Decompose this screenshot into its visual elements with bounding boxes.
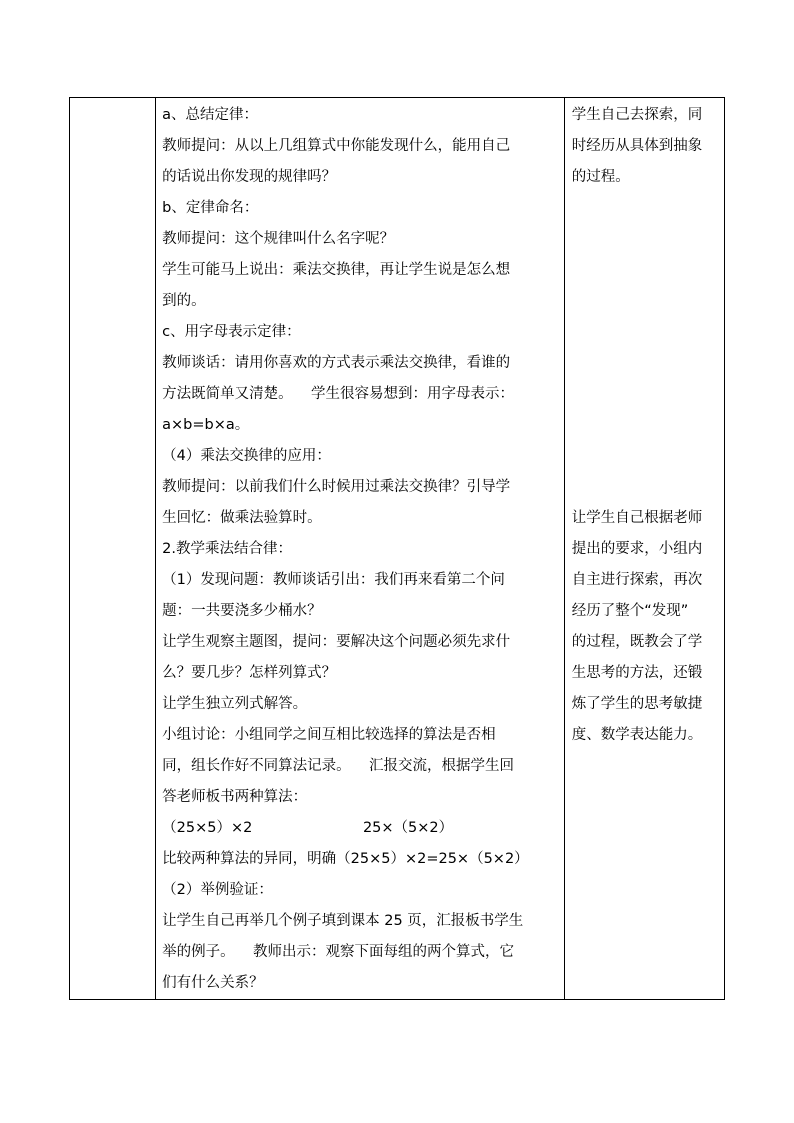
note-spacer [572, 193, 720, 503]
process-line: a×b=b×a。 [162, 417, 250, 433]
process-line: a、总结定律： [162, 107, 259, 123]
process-line: （1）发现问题：教师谈话引出：我们再来看第二个问 [162, 572, 505, 588]
process-line: 教师谈话：请用你喜欢的方式表示乘法交换律，看谁的 [162, 355, 511, 371]
process-line: 让学生自己再举几个例子填到课本 25 页，汇报板书学生 [162, 913, 524, 929]
process-line: 方法既简单又清楚。 学生很容易想到：用字母表示： [162, 386, 515, 402]
process-line: 么？要几步？怎样列算式？ [162, 665, 337, 681]
process-line: 们有什么关系？ [162, 975, 264, 991]
process-line: 答老师板书两种算法： [162, 789, 308, 805]
process-line: 让学生独立列式解答。 [162, 696, 308, 712]
note-line: 学生自己去探索，同 [571, 107, 703, 123]
note-line: 让学生自己根据老师 [571, 510, 703, 526]
note-line: 炼了学生的思考敏捷 [571, 696, 703, 712]
note-line: 度、数学表达能力。 [571, 727, 703, 743]
note-line: 生思考的方法，还锻 [571, 665, 703, 681]
note-line: 提出的要求，小组内 [571, 541, 703, 557]
process-line: c、用字母表示定律： [162, 324, 301, 340]
design-note-1 [572, 100, 720, 193]
design-note-2 [572, 503, 720, 751]
process-line: （25×5）×2 25×（5×2） [162, 820, 454, 836]
process-line: 的话说出你发现的规律吗？ [162, 169, 337, 185]
process-line: 生回忆：做乘法验算时。 [162, 510, 322, 526]
note-line: 的过程，既教会了学 [571, 634, 703, 650]
note-line: 经历了整个“发现” [571, 603, 689, 619]
process-line: 教师提问：这个规律叫什么名字呢？ [162, 231, 395, 247]
process-line: 教师提问：以前我们什么时候用过乘法交换律？引导学 [162, 479, 511, 495]
process-line: 题：一共要浇多少桶水？ [162, 603, 322, 619]
note-line: 时经历从具体到抽象 [571, 138, 703, 154]
process-line: 同，组长作好不同算法记录。 汇报交流，根据学生回 [162, 758, 515, 774]
teaching-process-cell [156, 98, 565, 1000]
process-line: 2.教学乘法结合律： [162, 541, 292, 557]
table-row [70, 98, 725, 1000]
process-line: 比较两种算法的异同，明确（25×5）×2=25×（5×2） [162, 851, 529, 867]
design-intent-cell [564, 98, 724, 1000]
process-line: 教师提问：从以上几组算式中你能发现什么，能用自己 [162, 138, 511, 154]
process-line: 小组讨论：小组同学之间互相比较选择的算法是否相 [162, 727, 496, 743]
process-line: 到的。 [162, 293, 206, 309]
process-line: 学生可能马上说出：乘法交换律，再让学生说是怎么想 [162, 262, 511, 278]
note-line: 的过程。 [571, 169, 630, 185]
process-line: 举的例子。 教师出示：观察下面每组的两个算式，它 [162, 944, 515, 960]
process-line: （2）举例验证： [162, 882, 273, 898]
process-line: 让学生观察主题图，提问：要解决这个问题必须先求什 [162, 634, 511, 650]
note-line: 自主进行探索，再次 [571, 572, 703, 588]
process-line: b、定律命名： [162, 200, 259, 216]
lesson-plan-table [69, 97, 725, 1000]
process-line: （4）乘法交换律的应用： [162, 448, 331, 464]
stage-cell [70, 98, 156, 1000]
